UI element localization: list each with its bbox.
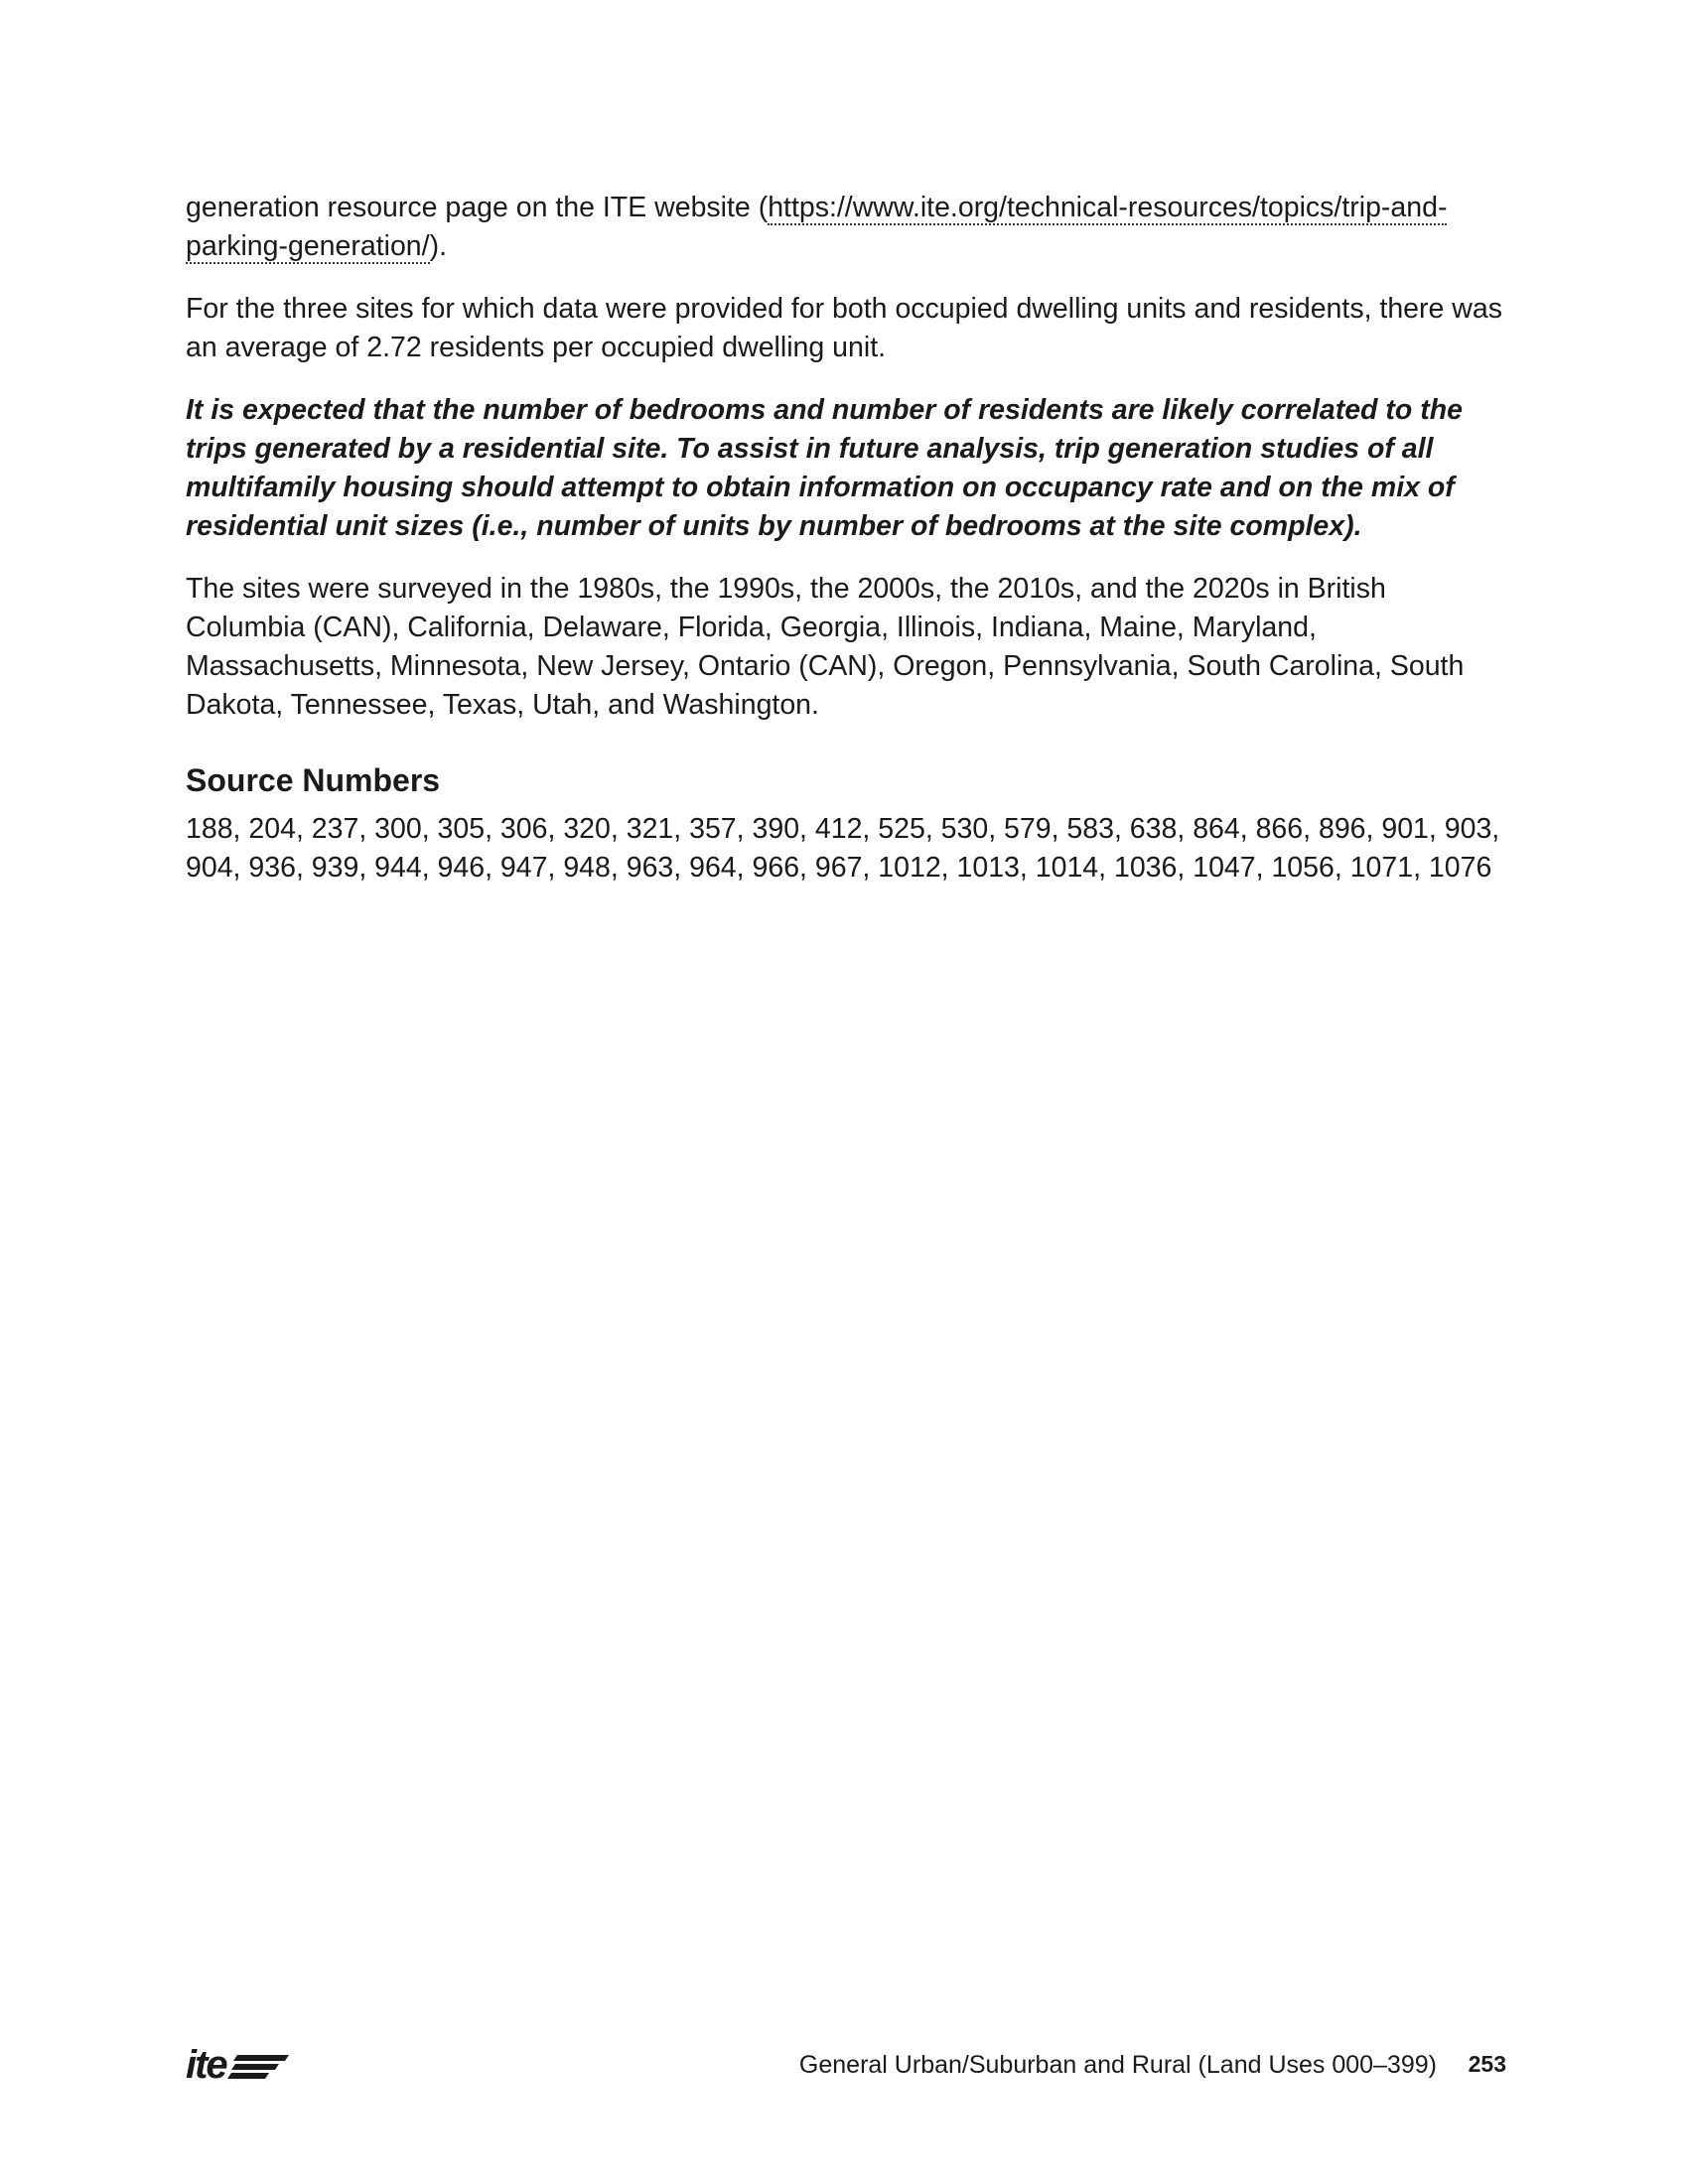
source-numbers-list: 188, 204, 237, 300, 305, 306, 320, 321, 357, 390, 412, 525, 530, 579, 583, 638, 864, 866, 896, 901, 903, 904, 936, 939, 944, 946, 947, 948, 963, 964, 966, 967, 1012, 1013, 1014, 1036, 1047, 1056, 1071, 1076 [186,813,1500,884]
ite-logo [186,2043,289,2087]
ite-resource-link[interactable]: https://www.ite.org/technical-resources/topics/trip-and-parking-generation/ [186,192,1448,262]
page-footer [186,2043,1506,2087]
ite-logo-text: ite [186,2043,226,2087]
ite-logo-stripes-icon [186,2047,289,2085]
intro-paragraph [186,189,1506,266]
intro-end: ). [429,230,447,262]
residents-paragraph: For the three sites for which data were provided for both occupied dwelling units and residents, there was an average of 2.72 residents per occupied dwelling unit. [186,293,1502,363]
emphasis-paragraph: It is expected that the number of bedrooms and number of residents are likely correlated to the trips generated by a residential site. To assist in future analysis, trip generation studies of all multifamily housing should attempt to obtain information on occupancy rate and on the mix of residential unit sizes (i.e., number of units by number of bedrooms at the site complex). [186,394,1463,542]
intro-text: generation resource page on the ITE website ( [186,192,769,223]
document-body [186,189,1506,887]
sites-paragraph: The sites were surveyed in the 1980s, the 1990s, the 2000s, the 2010s, and the 2020s in British Columbia (CAN), California, Delaware, Florida, Georgia, Illinois, Indiana, Maine, Maryland, Massachusetts, Minnesota, New Jersey, Ontario (CAN), Oregon, Pennsylvania, South Carolina, South Dakota, Tennessee, Texas, Utah, and Washington. [186,573,1465,721]
page-number: 253 [1468,2051,1506,2077]
source-numbers-heading: Source Numbers [186,762,441,798]
footer-section-title: General Urban/Suburban and Rural (Land Uses 000–399) [798,2051,1437,2079]
